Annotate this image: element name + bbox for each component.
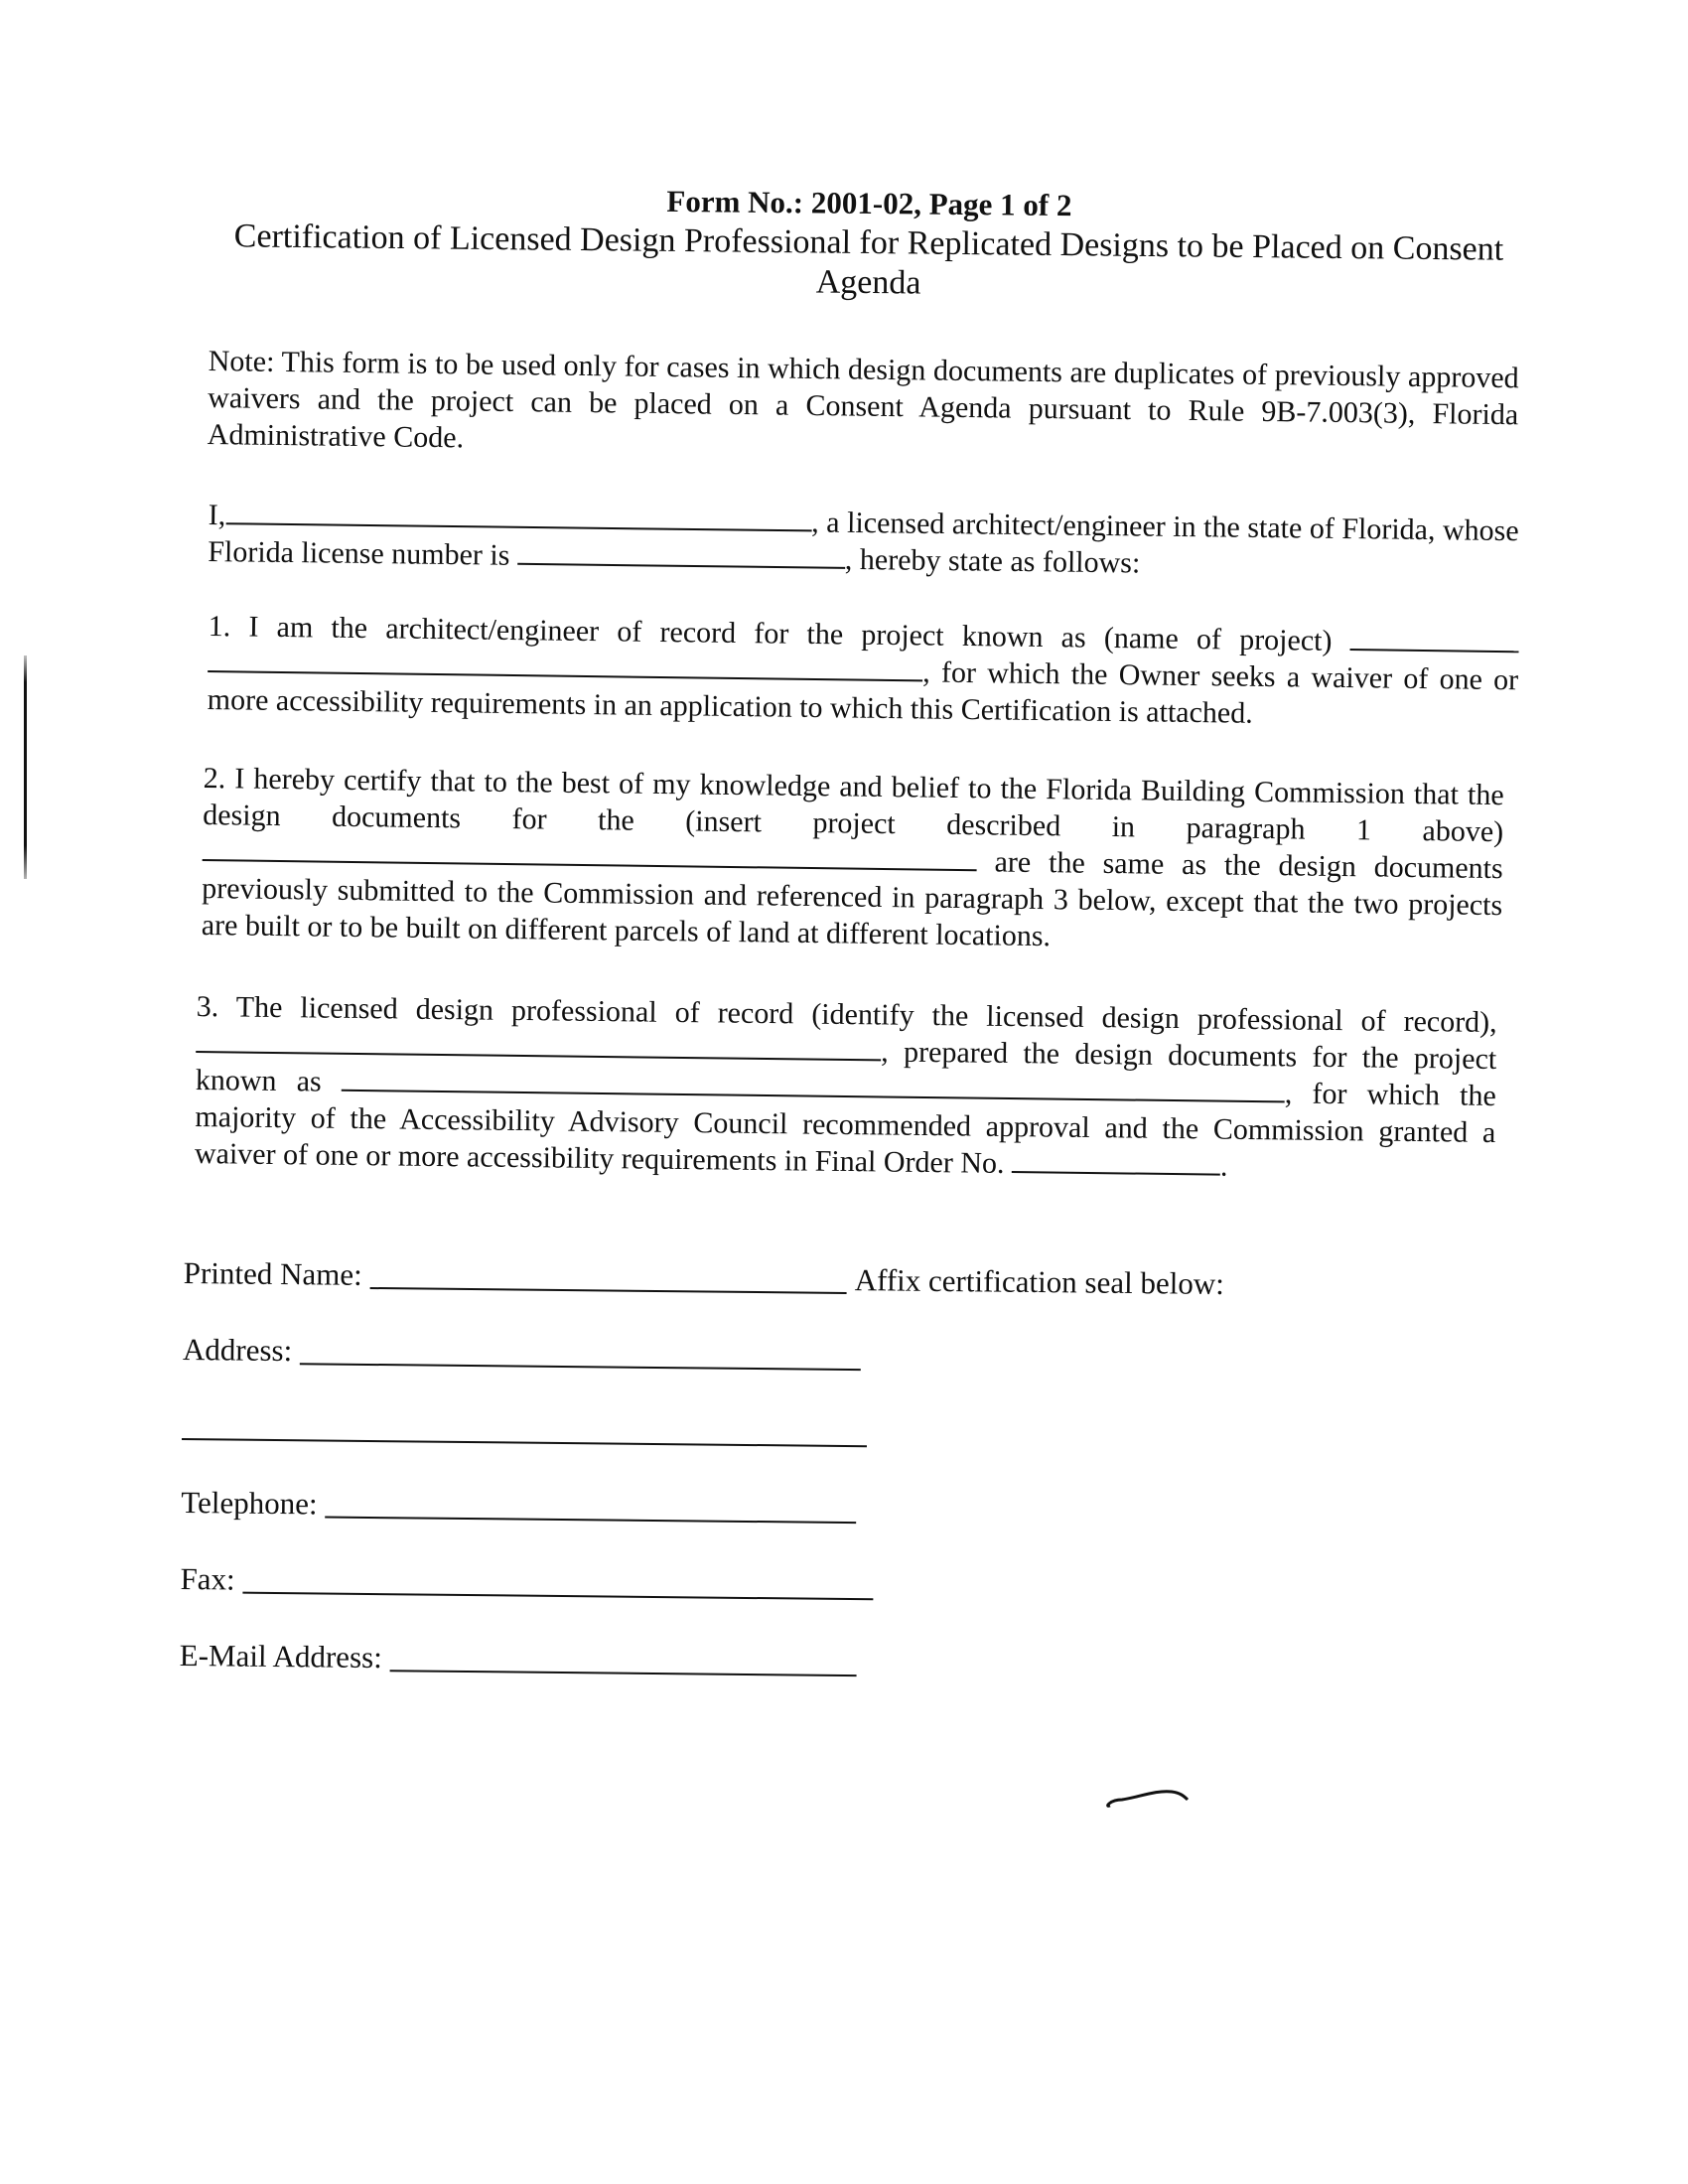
- address-row: [183, 1328, 1223, 1379]
- printed-name-field[interactable]: [370, 1285, 847, 1294]
- form-title: Certification of Licensed Design Professional for Replicated Designs to be Placed on Consent Agenda: [233, 218, 1504, 302]
- email-field[interactable]: [390, 1668, 857, 1676]
- design-professional-field[interactable]: [196, 1029, 881, 1061]
- p2-text-1: 2. I hereby certify that to the best of my knowledge and belief to the Florida Building Commission that the design documents for the (insert project described in paragraph 1 above): [203, 761, 1504, 849]
- architect-name-field[interactable]: [225, 501, 811, 531]
- project-above-field[interactable]: [203, 837, 977, 871]
- form-header: [217, 177, 1519, 310]
- email-label: E-Mail Address:: [179, 1637, 382, 1675]
- project-name-field[interactable]: [1350, 627, 1519, 653]
- p3-text-1: 3. The licensed design professional of record (identify the licensed design professional of record),: [196, 989, 1497, 1040]
- project-name-field-cont[interactable]: [208, 649, 922, 681]
- license-number-field[interactable]: [517, 541, 845, 569]
- intro-text-1: I,: [208, 498, 226, 532]
- intro-paragraph: [208, 497, 1519, 586]
- printed-name-row: [184, 1251, 1224, 1302]
- telephone-row: [181, 1481, 1221, 1531]
- p2-text-2: are the same as the design documents previously submitted to the Commission and referenced in paragraph 3 below, except that the two projects are built or to be built on different parcels of land at different locations.: [201, 845, 1503, 953]
- intro-text-2: , a licensed architect/engineer in the state of Florida, whose Florida license number is: [208, 506, 1519, 572]
- paragraph-1: [208, 608, 1519, 735]
- address-row-2: [182, 1404, 1222, 1455]
- contact-fields: [179, 1251, 1224, 1721]
- fax-label: Fax:: [180, 1560, 235, 1597]
- paragraph-2: [202, 760, 1504, 960]
- paragraph-3: [195, 988, 1497, 1188]
- fax-row: [180, 1557, 1220, 1608]
- note-paragraph: Note: This form is to be used only for cases in which design documents are duplicates of previously approved waivers and the project can be placed on a Consent Agenda pursuant to Rule 9B-7.003(3), Florida Administrative Code.: [207, 344, 1519, 455]
- p3-text-4: .: [1219, 1149, 1228, 1183]
- p1-text-1: 1. I am the architect/engineer of record for the project known as (name of project): [208, 609, 1333, 657]
- printed-name-label: Printed Name:: [183, 1254, 362, 1292]
- email-row: [180, 1634, 1220, 1684]
- fax-field[interactable]: [243, 1590, 874, 1601]
- telephone-label: Telephone:: [181, 1484, 318, 1522]
- scan-artifact-mark: [24, 655, 27, 879]
- p3-text-2: , prepared the design documents for the project known as: [195, 1035, 1497, 1098]
- telephone-field[interactable]: [325, 1515, 856, 1525]
- seal-label: Affix certification seal below:: [854, 1262, 1224, 1301]
- handwritten-initials-mark: [1102, 1778, 1192, 1818]
- intro-text-3: , hereby state as follows:: [844, 542, 1141, 580]
- address-label: Address:: [182, 1331, 293, 1369]
- prior-project-field[interactable]: [342, 1068, 1285, 1103]
- p3-text-3: , for which the majority of the Accessibility Advisory Council recommended approval and the Commission granted a waiver of one or more accessibility requirements in Final Order No.: [194, 1077, 1496, 1180]
- final-order-field[interactable]: [1012, 1149, 1220, 1176]
- address-field[interactable]: [300, 1361, 861, 1371]
- address-field-line-2[interactable]: [182, 1436, 867, 1447]
- p1-text-2: , for which the Owner seeks a waiver of one or more accessibility requirements in an application to which this Certification is attached.: [207, 655, 1519, 730]
- form-number: Form No.: 2001-02, Page 1 of 2: [666, 183, 1072, 223]
